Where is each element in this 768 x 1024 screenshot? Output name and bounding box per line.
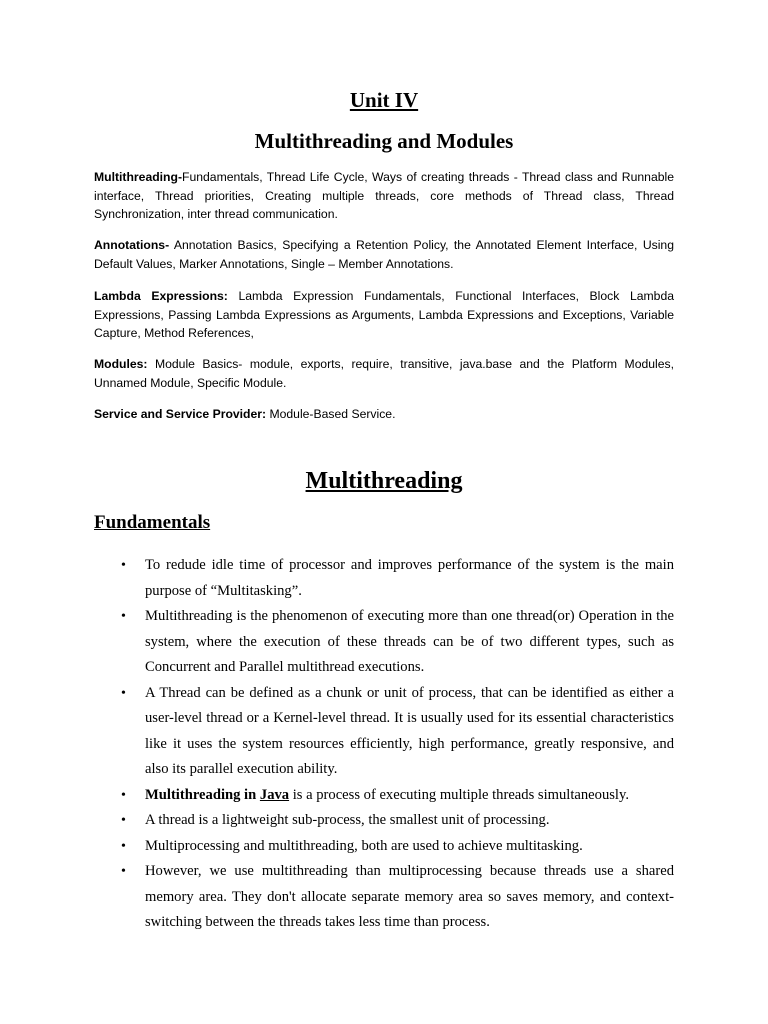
bullet-icon: • bbox=[121, 685, 126, 701]
unit-title: Unit IV bbox=[349, 88, 419, 112]
syllabus-label: Modules: bbox=[94, 357, 148, 371]
list-item-text: A thread is a lightweight sub-process, the smallest unit of processing. bbox=[145, 812, 550, 828]
syllabus-text: Lambda Expression Fundamentals, Functional Interfaces, Block Lambda Expressions, Passing Lambda Expressions as Arguments, Lambda Expressions and Exceptions, Variable Capture, Method References, bbox=[94, 289, 674, 340]
syllabus-modules bbox=[94, 355, 674, 392]
list-item-text: Multithreading is the phenomenon of executing more than one thread(or) Operation in the system, where the execution of these threads can be of two different types, such as Concurrent and Parallel multithread executions. bbox=[145, 608, 674, 675]
list-item bbox=[0, 553, 674, 604]
list-item-text: is a process of executing multiple threads simultaneously. bbox=[289, 786, 629, 803]
list-item-text: A Thread can be defined as a chunk or unit of process, that can be identified as either a user-level thread or a Kernel-level thread. It is usually used for its essential characteristics like it uses the system resources efficiently, high performance, greatly responsive, and also its parallel execution ability. bbox=[145, 684, 674, 777]
syllabus-label: Lambda Expressions: bbox=[94, 289, 228, 303]
unit-subtitle: Multithreading and Modules bbox=[254, 129, 514, 153]
list-item-text: Multiprocessing and multithreading, both are used to achieve multitasking. bbox=[145, 837, 583, 854]
bullet-icon: • bbox=[121, 558, 126, 573]
list-item bbox=[0, 834, 674, 860]
bullet-icon: • bbox=[121, 787, 126, 803]
syllabus-annotations bbox=[94, 236, 674, 273]
list-item bbox=[0, 859, 674, 936]
list-item bbox=[0, 681, 674, 783]
syllabus-label: Multithreading- bbox=[94, 170, 183, 184]
list-item-text: However, we use multithreading than multiprocessing because threads use a shared memory area. They don't allocate separate memory area so saves memory, and context-switching between the threads takes less time than process. bbox=[145, 863, 674, 930]
syllabus-text: Annotation Basics, Specifying a Retention Policy, the Annotated Element Interface, Using Default Values, Marker Annotations, Single – Member Annotations. bbox=[94, 238, 674, 271]
syllabus-lambda bbox=[94, 287, 674, 343]
bullet-icon: • bbox=[121, 864, 126, 879]
list-item bbox=[0, 808, 674, 834]
section-title: Multithreading bbox=[305, 468, 463, 494]
bullet-list bbox=[0, 553, 768, 936]
list-item bbox=[0, 783, 674, 809]
syllabus-label: Service and Service Provider: bbox=[94, 407, 267, 421]
subsection-title: Fundamentals bbox=[94, 512, 211, 533]
bullet-icon: • bbox=[121, 813, 126, 828]
list-item-text: To redude idle time of processor and improves performance of the system is the main purpose of “Multitasking”. bbox=[145, 557, 674, 599]
syllabus-multithreading bbox=[94, 168, 674, 224]
syllabus-text: Module Basics- module, exports, require, transitive, java.base and the Platform Modules, Unnamed Module, Specific Module. bbox=[94, 357, 674, 390]
syllabus-service bbox=[94, 405, 674, 424]
bullet-icon: • bbox=[121, 838, 126, 854]
java-link[interactable]: Java bbox=[259, 786, 290, 803]
syllabus-text: Module-Based Service. bbox=[266, 407, 396, 421]
bullet-icon: • bbox=[121, 609, 126, 624]
list-item-bold: Multithreading in bbox=[145, 786, 260, 803]
syllabus-text: Fundamentals, Thread Life Cycle, Ways of creating threads - Thread class and Runnable interface, Thread priorities, Creating multiple threads, core methods of Thread class, Thread Synchronization, inter thread communication. bbox=[94, 170, 674, 221]
syllabus-label: Annotations- bbox=[94, 238, 170, 252]
list-item bbox=[0, 604, 674, 681]
